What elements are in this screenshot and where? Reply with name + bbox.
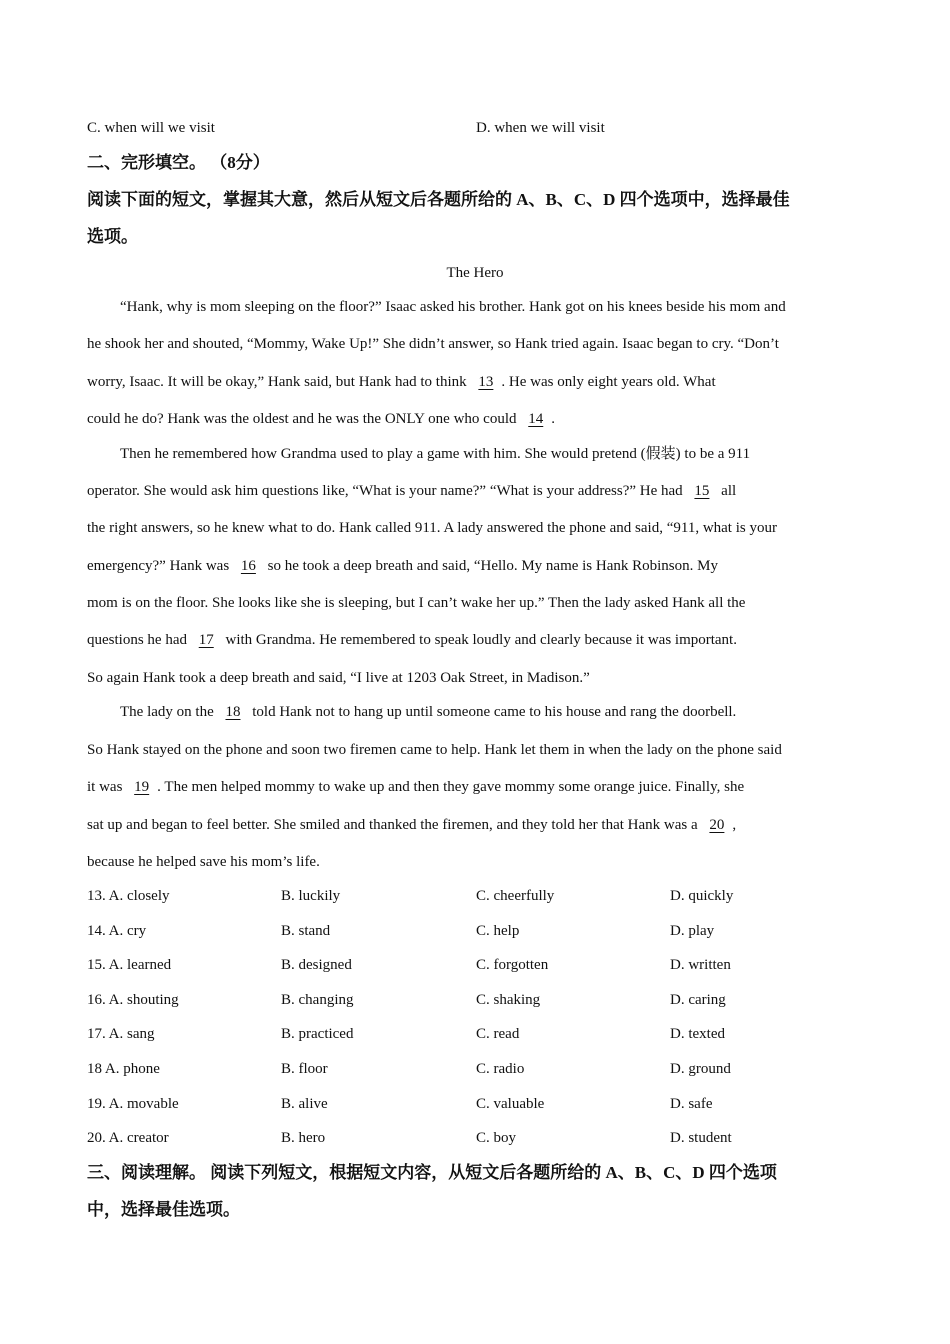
option-c: C. forgotten xyxy=(476,957,549,973)
passage-line xyxy=(87,740,867,760)
passage-text: questions he had xyxy=(87,632,191,648)
passage-text: worry, Isaac. It will be okay,” Hank said, but Hank had to think xyxy=(87,374,471,390)
section-instruction-line1: 阅读下面的短文，掌握其大意，然后从短文后各题所给的 A、B、C、D 四个选项中，选择最佳 xyxy=(87,190,790,209)
passage-text: the right answers, so he knew what to do. Hank called 911. A lady answered the phone and said, “911, what is your xyxy=(87,520,777,536)
passage-text: told Hank not to hang up until someone came to his house and rang the doorbell. xyxy=(248,704,737,720)
option-c: C. boy xyxy=(476,1130,517,1146)
answer-blank: 17 xyxy=(198,632,214,648)
passage-line xyxy=(87,444,900,464)
section-reading-line2: 中，选择最佳选项。 xyxy=(87,1200,240,1219)
answer-blank: 19 xyxy=(134,779,150,795)
option-d: D. written xyxy=(670,957,731,973)
passage-line xyxy=(87,518,867,538)
option-b: B. practiced xyxy=(281,1026,354,1042)
passage-line xyxy=(87,852,867,872)
passage-text: sat up and began to feel better. She smiled and thanked the firemen, and they told her that Hank was a xyxy=(87,817,702,833)
passage-line xyxy=(87,593,867,613)
option-a: 13. A. closely xyxy=(87,888,170,904)
passage-text: . xyxy=(551,411,555,427)
option-d: D. play xyxy=(670,923,715,939)
option-c: C. when will we visit xyxy=(87,120,215,136)
option-d: D. safe xyxy=(670,1096,713,1112)
option-b: B. designed xyxy=(281,957,352,973)
option-c: C. radio xyxy=(476,1061,525,1077)
option-b: B. hero xyxy=(281,1130,326,1146)
option-c: C. read xyxy=(476,1026,520,1042)
option-a: 18 A. phone xyxy=(87,1061,160,1077)
answer-blank: 15 xyxy=(694,483,710,499)
passage-text: “Hank, why is mom sleeping on the floor?” Isaac asked his brother. Hank got on his knees beside his mom and xyxy=(120,299,786,315)
passage-line xyxy=(87,372,867,392)
passage-line xyxy=(87,556,867,576)
passage-line xyxy=(87,409,867,429)
passage-line xyxy=(87,668,867,688)
passage-text: could he do? Hank was the oldest and he was the ONLY one who could xyxy=(87,411,521,427)
option-b: B. floor xyxy=(281,1061,328,1077)
passage-text: it was xyxy=(87,779,127,795)
passage-line xyxy=(87,481,867,501)
section-heading-reading: 三、阅读理解。 阅读下列短文，根据短文内容，从短文后各题所给的 A、B、C、D 四个选项 xyxy=(87,1163,777,1182)
option-c: C. cheerfully xyxy=(476,888,555,904)
option-d: D. caring xyxy=(670,992,726,1008)
passage-text: all xyxy=(717,483,737,499)
passage-line xyxy=(87,630,867,650)
option-a: 16. A. shouting xyxy=(87,992,179,1008)
option-b: B. stand xyxy=(281,923,331,939)
passage-line xyxy=(87,297,900,317)
option-a: 17. A. sang xyxy=(87,1026,155,1042)
option-d: D. when we will visit xyxy=(476,120,605,136)
passage-title: The Hero xyxy=(446,265,504,281)
passage-text: so he took a deep breath and said, “Hello. My name is Hank Robinson. My xyxy=(263,558,718,574)
option-c: C. help xyxy=(476,923,520,939)
passage-text: operator. She would ask him questions like, “What is your name?” “What is your address?” He had xyxy=(87,483,687,499)
passage-text: with Grandma. He remembered to speak loudly and clearly because it was important. xyxy=(221,632,737,648)
answer-blank: 13 xyxy=(478,374,494,390)
passage-text: Then he remembered how Grandma used to play a game with him. She would pretend (假装) to be a 911 xyxy=(120,446,751,462)
answer-blank: 16 xyxy=(240,558,256,574)
option-c: C. valuable xyxy=(476,1096,545,1112)
passage-text: mom is on the floor. She looks like she is sleeping, but I can’t wake her up.” Then the lady asked Hank all the xyxy=(87,595,746,611)
passage-text: . He was only eight years old. What xyxy=(501,374,716,390)
passage-text: The lady on the xyxy=(120,704,218,720)
passage-text: because he helped save his mom’s life. xyxy=(87,854,320,870)
passage-line xyxy=(87,815,867,835)
option-b: B. alive xyxy=(281,1096,328,1112)
option-a: 20. A. creator xyxy=(87,1130,169,1146)
option-a: 15. A. learned xyxy=(87,957,172,973)
passage-line xyxy=(87,702,900,722)
passage-text: . The men helped mommy to wake up and then they gave mommy some orange juice. Finally, she xyxy=(157,779,745,795)
answer-blank: 14 xyxy=(528,411,544,427)
option-b: B. luckily xyxy=(281,888,341,904)
passage-line xyxy=(87,777,867,797)
passage-text: emergency?” Hank was xyxy=(87,558,233,574)
passage-text: he shook her and shouted, “Mommy, Wake Up!” She didn’t answer, so Hank tried again. Isaac began to cry. “Don’t xyxy=(87,336,779,352)
section-heading-cloze: 二、完形填空。 （8分） xyxy=(87,153,270,172)
option-b: B. changing xyxy=(281,992,354,1008)
passage-text: So Hank stayed on the phone and soon two firemen came to help. Hank let them in when the lady on the phone said xyxy=(87,742,782,758)
option-a: 14. A. cry xyxy=(87,923,147,939)
option-d: D. quickly xyxy=(670,888,734,904)
passage-line xyxy=(87,334,867,354)
passage-text: , xyxy=(732,817,737,833)
option-d: D. texted xyxy=(670,1026,725,1042)
passage-text: So again Hank took a deep breath and said, “I live at 1203 Oak Street, in Madison.” xyxy=(87,670,590,686)
option-d: D. student xyxy=(670,1130,732,1146)
answer-blank: 20 xyxy=(709,817,725,833)
option-d: D. ground xyxy=(670,1061,731,1077)
answer-blank: 18 xyxy=(225,704,241,720)
section-instruction-line2: 选项。 xyxy=(87,227,138,246)
option-a: 19. A. movable xyxy=(87,1096,179,1112)
option-c: C. shaking xyxy=(476,992,541,1008)
